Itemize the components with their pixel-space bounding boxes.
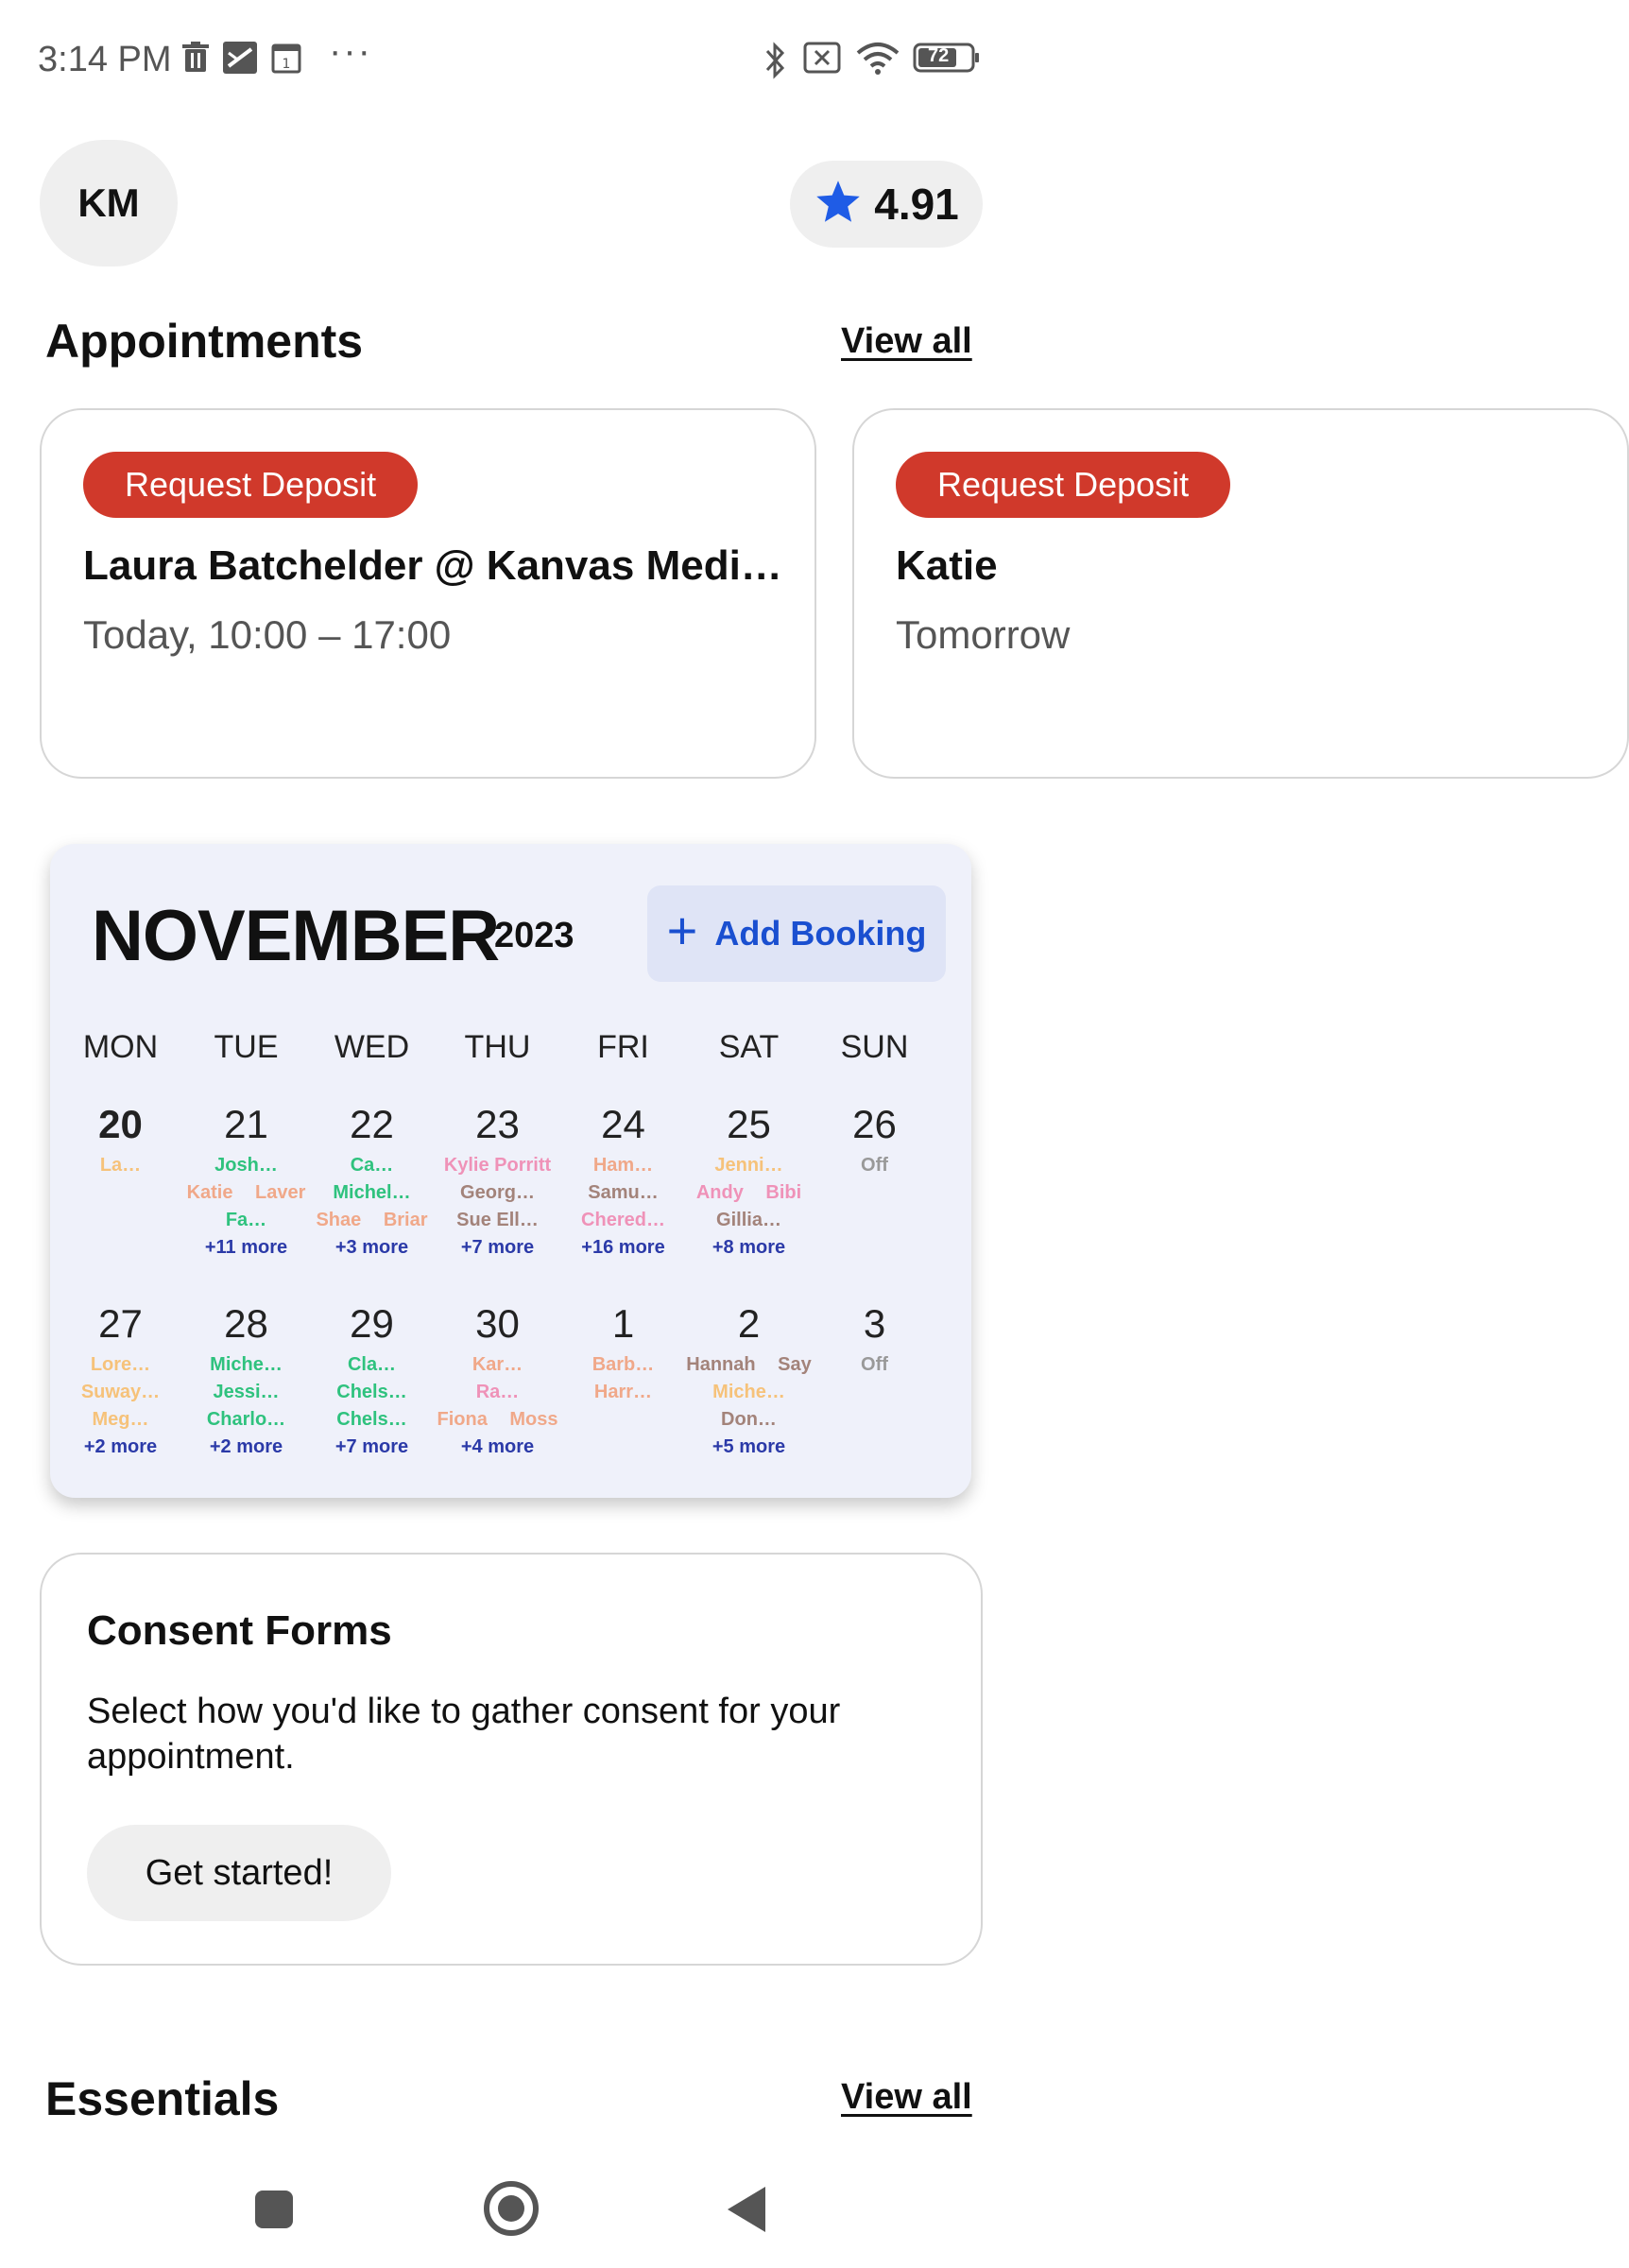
more-events-link[interactable]: +11 more xyxy=(204,1237,288,1258)
event-label: Barb… xyxy=(592,1354,655,1375)
more-events-link[interactable]: +7 more xyxy=(460,1237,535,1258)
calendar-day[interactable] xyxy=(309,1300,435,1461)
recents-icon[interactable] xyxy=(255,2191,293,2228)
day-number: 21 xyxy=(224,1102,268,1146)
consent-forms-card xyxy=(40,1553,983,1966)
add-booking-button[interactable] xyxy=(647,885,946,982)
event-label: Charlo… xyxy=(206,1409,286,1430)
appointment-title: Katie xyxy=(896,542,998,589)
day-number: 23 xyxy=(475,1102,520,1146)
calendar-day[interactable] xyxy=(686,1300,812,1461)
get-started-button[interactable]: Get started! xyxy=(87,1825,391,1921)
day-number: 20 xyxy=(98,1102,143,1146)
battery-icon xyxy=(913,42,981,78)
add-booking-label: Add Booking xyxy=(714,914,927,953)
event-label: Fa… xyxy=(225,1210,267,1230)
day-number: 30 xyxy=(475,1301,520,1346)
event-label: Suway… xyxy=(80,1382,161,1402)
calendar-day[interactable] xyxy=(560,1300,686,1406)
event-label: Miche… xyxy=(210,1354,283,1375)
event-label: Meg… xyxy=(92,1409,149,1430)
plus-icon: + xyxy=(666,901,698,960)
event-label: Kar… xyxy=(472,1354,523,1375)
weekday-fri: FRI xyxy=(597,1029,649,1065)
event-label: Jenni… xyxy=(714,1155,783,1176)
rating-value: 4.91 xyxy=(874,180,959,229)
more-events-link[interactable]: +7 more xyxy=(334,1436,409,1457)
event-label: Samu… xyxy=(588,1182,659,1203)
event-label: Chered… xyxy=(581,1210,665,1230)
weekday-tue: TUE xyxy=(214,1029,279,1065)
calendar-day[interactable] xyxy=(58,1300,183,1461)
calendar-day[interactable] xyxy=(183,1300,309,1461)
calendar-day[interactable] xyxy=(435,1300,560,1461)
event-label: Don… xyxy=(721,1409,777,1430)
home-icon[interactable] xyxy=(484,2181,539,2236)
avatar[interactable]: KM xyxy=(40,140,178,266)
weekday-sun: SUN xyxy=(840,1029,909,1065)
rating-badge[interactable] xyxy=(790,161,983,248)
event-label: Harr… xyxy=(593,1382,653,1402)
consent-forms-title: Consent Forms xyxy=(87,1607,392,1654)
day-off-label: Off xyxy=(861,1155,888,1176)
weekday-sat: SAT xyxy=(718,1029,780,1065)
more-notifications-icon: ··· xyxy=(329,30,372,72)
more-events-link[interactable]: +3 more xyxy=(334,1237,409,1258)
event-label: Ca… xyxy=(350,1155,394,1176)
star-icon xyxy=(814,178,863,232)
calendar-day[interactable] xyxy=(435,1101,560,1262)
event-label: Jessi… xyxy=(213,1382,280,1402)
day-off-label: Off xyxy=(861,1354,888,1375)
event-label: Kylie Porritt xyxy=(443,1155,552,1176)
system-nav-bar xyxy=(0,2155,1020,2268)
calendar-icon xyxy=(271,42,301,78)
day-number: 1 xyxy=(611,1301,635,1346)
sim-off-icon xyxy=(803,42,841,78)
essentials-view-all-link[interactable]: View all xyxy=(841,2077,972,2117)
more-events-link[interactable]: +5 more xyxy=(712,1436,786,1457)
event-label: Fiona Moss xyxy=(437,1409,558,1430)
more-events-link[interactable]: +4 more xyxy=(460,1436,535,1457)
more-events-link[interactable]: +2 more xyxy=(83,1436,158,1457)
day-number: 2 xyxy=(737,1301,761,1346)
day-number: 27 xyxy=(98,1301,143,1346)
appointment-title: Laura Batchelder @ Kanvas Medi… xyxy=(83,542,782,589)
event-label: Chels… xyxy=(336,1382,407,1402)
event-label: Ham… xyxy=(592,1155,654,1176)
event-label: Shae Briar xyxy=(316,1210,428,1230)
day-number: 3 xyxy=(863,1301,886,1346)
event-label: La… xyxy=(99,1155,142,1176)
event-label: Cla… xyxy=(347,1354,397,1375)
back-icon[interactable] xyxy=(728,2187,765,2232)
event-label: Katie Laver xyxy=(186,1182,306,1203)
calendar-day[interactable] xyxy=(560,1101,686,1262)
day-number: 29 xyxy=(350,1301,394,1346)
weekday-mon: MON xyxy=(82,1029,159,1065)
calendar-day[interactable] xyxy=(183,1101,309,1262)
appointment-time: Today, 10:00 – 17:00 xyxy=(83,612,452,657)
event-label: Sue Ell… xyxy=(456,1210,539,1230)
calendar-widget xyxy=(50,844,971,1498)
appointments-view-all-link[interactable]: View all xyxy=(841,321,972,361)
appointments-title: Appointments xyxy=(45,315,364,368)
calendar-day[interactable] xyxy=(58,1101,183,1179)
event-label: Michel… xyxy=(333,1182,411,1203)
battery-level: 72 xyxy=(928,45,950,66)
more-events-link[interactable]: +2 more xyxy=(209,1436,283,1457)
event-label: Chels… xyxy=(336,1409,407,1430)
weekday-thu: THU xyxy=(464,1029,531,1065)
calendar-day[interactable] xyxy=(309,1101,435,1262)
trash-icon xyxy=(182,42,209,78)
more-events-link[interactable]: +8 more xyxy=(712,1237,786,1258)
status-bar xyxy=(0,0,1020,123)
consent-forms-description: Select how you'd like to gather consent for your appointment. xyxy=(87,1692,841,1777)
day-number: 25 xyxy=(727,1102,771,1146)
event-label: Lore… xyxy=(90,1354,151,1375)
event-label: Georg… xyxy=(460,1182,535,1203)
weekday-wed: WED xyxy=(334,1029,410,1065)
appointment-time: Tomorrow xyxy=(896,612,1071,657)
appointment-card[interactable] xyxy=(40,408,816,779)
event-label: Andy Bibi xyxy=(695,1182,802,1203)
calendar-day[interactable] xyxy=(686,1101,812,1262)
request-deposit-badge[interactable]: Request Deposit xyxy=(896,452,1230,518)
inbox-icon xyxy=(223,42,257,78)
day-number: 26 xyxy=(852,1102,897,1146)
day-number: 28 xyxy=(224,1301,268,1346)
event-label: Josh… xyxy=(214,1155,278,1176)
appointment-card-next-clip xyxy=(850,408,1190,781)
event-label: Ra… xyxy=(475,1382,520,1402)
svg-text:1: 1 xyxy=(282,57,291,72)
bluetooth-icon xyxy=(763,42,788,84)
calendar-month: NOVEMBER xyxy=(92,896,500,976)
request-deposit-badge[interactable]: Request Deposit xyxy=(83,452,418,518)
weekday-header xyxy=(50,1029,971,1076)
calendar-day[interactable] xyxy=(812,1101,937,1179)
event-label: Gillia… xyxy=(716,1210,781,1230)
appointment-card[interactable] xyxy=(852,408,1629,779)
event-label: Hannah Say xyxy=(686,1354,812,1375)
day-number: 22 xyxy=(350,1102,394,1146)
essentials-title: Essentials xyxy=(45,2072,280,2125)
wifi-icon xyxy=(856,42,900,80)
calendar-year: 2023 xyxy=(494,916,574,955)
status-time: 3:14 PM xyxy=(38,40,172,79)
calendar-day[interactable] xyxy=(812,1300,937,1379)
event-label: Miche… xyxy=(712,1382,785,1402)
day-number: 24 xyxy=(601,1102,645,1146)
more-events-link[interactable]: +16 more xyxy=(581,1237,665,1258)
